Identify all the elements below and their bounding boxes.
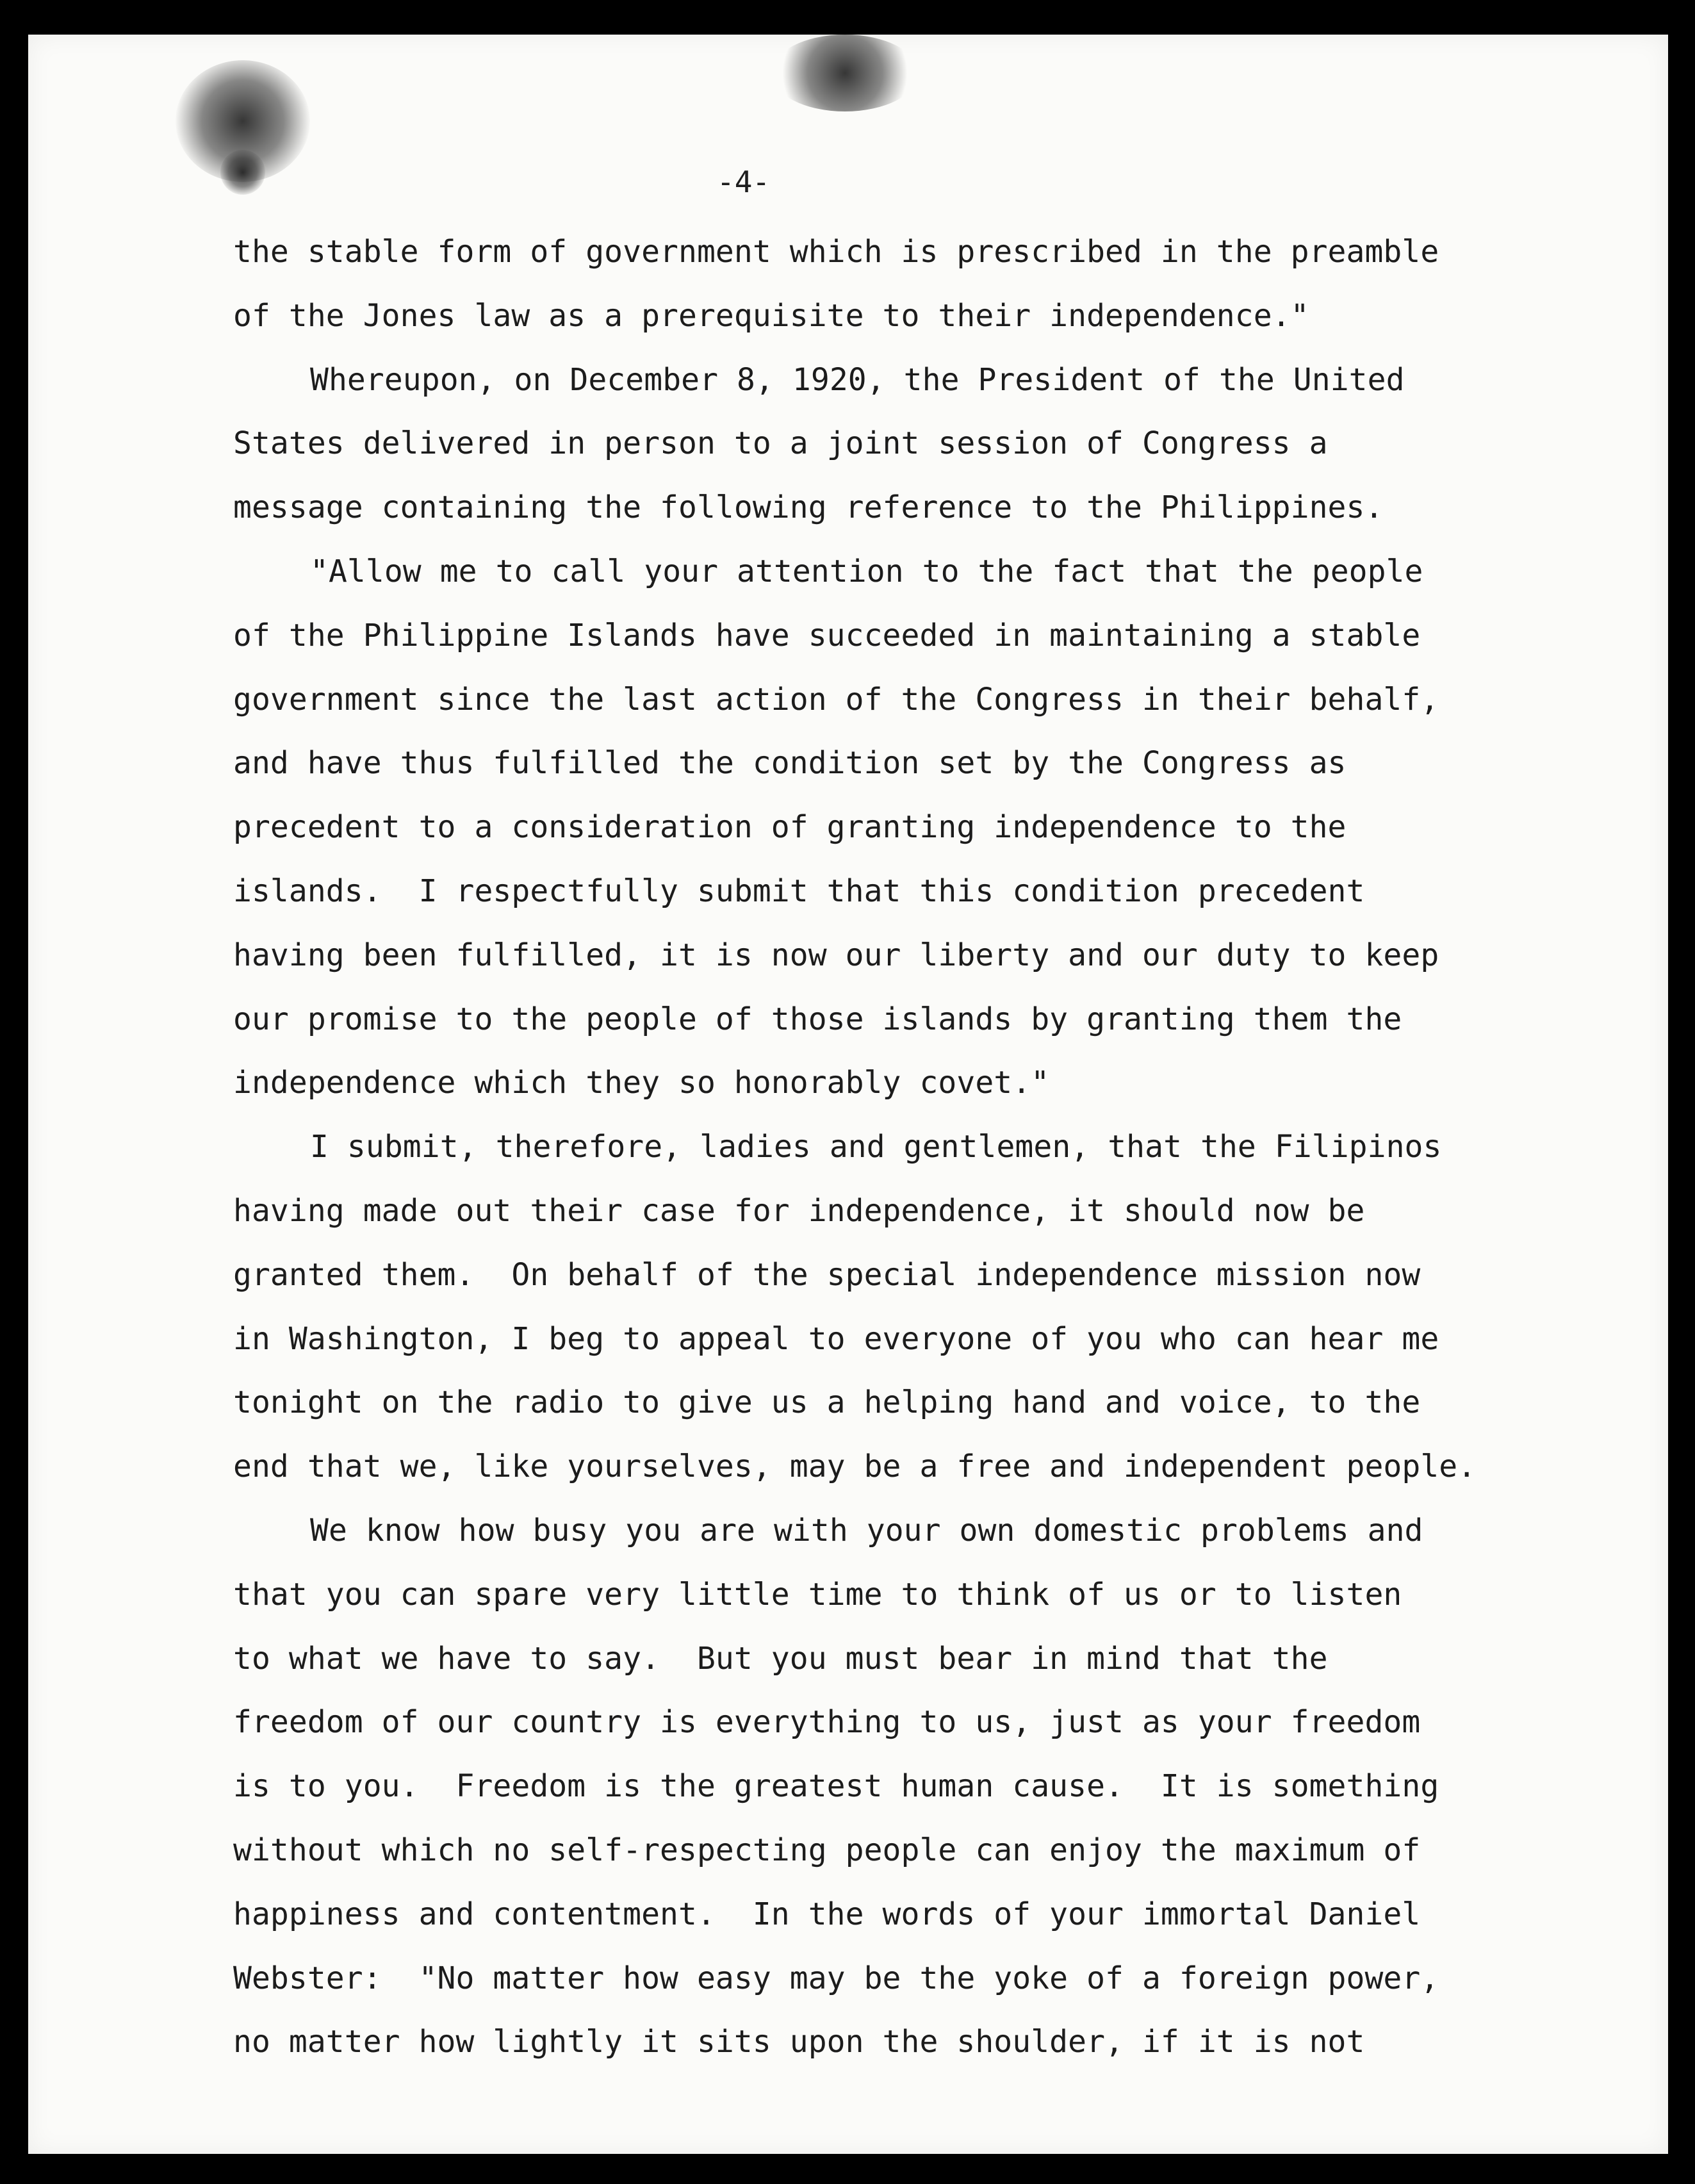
text-line: to what we have to say. But you must bear in mind that the: [233, 1640, 1328, 1677]
text-line: having made out their case for independence, it should now be: [233, 1192, 1365, 1229]
text-line: tonight on the radio to give us a helping hand and voice, to the: [233, 1384, 1421, 1421]
text-line: without which no self-respecting people can enjoy the maximum of: [233, 1832, 1421, 1868]
text-line: having been fulfilled, it is now our liberty and our duty to keep: [233, 937, 1439, 973]
text-line: our promise to the people of those islands by granting them the: [233, 1001, 1402, 1037]
text-line: and have thus fulfilled the condition set by the Congress as: [233, 745, 1347, 782]
text-line: We know how busy you are with your own domestic problems and: [310, 1512, 1423, 1548]
text-line: is to you. Freedom is the greatest human cause. It is something: [233, 1768, 1439, 1805]
text-line: granted them. On behalf of the special independence mission now: [233, 1256, 1421, 1293]
text-line: freedom of our country is everything to us, just as your freedom: [233, 1704, 1421, 1741]
text-line: in Washington, I beg to appeal to everyone of you who can hear me: [233, 1320, 1439, 1357]
page-number: -4-: [717, 165, 771, 199]
text-line: happiness and contentment. In the words of your immortal Daniel: [233, 1896, 1421, 1932]
body-text: [233, 220, 1553, 2074]
text-line: precedent to a consideration of granting independence to the: [233, 809, 1347, 846]
ink-smudge: [771, 35, 919, 111]
text-line: independence which they so honorably covet.": [233, 1065, 1050, 1101]
text-line: of the Philippine Islands have succeeded in maintaining a stable: [233, 617, 1421, 653]
document-page: [28, 35, 1668, 2154]
text-line: Webster: "No matter how easy may be the yoke of a foreign power,: [233, 1960, 1439, 1996]
text-line: "Allow me to call your attention to the fact that the people: [310, 553, 1423, 589]
text-line: no matter how lightly it sits upon the shoulder, if it is not: [233, 2024, 1365, 2060]
text-line: government since the last action of the Congress in their behalf,: [233, 681, 1439, 718]
text-line: of the Jones law as a prerequisite to their independence.": [233, 297, 1309, 334]
ink-smudge: [220, 150, 265, 195]
text-line: message containing the following reference to the Philippines.: [233, 489, 1384, 526]
text-line: islands. I respectfully submit that this condition precedent: [233, 873, 1365, 909]
text-line: that you can spare very little time to think of us or to listen: [233, 1576, 1402, 1613]
text-line: States delivered in person to a joint session of Congress a: [233, 425, 1328, 462]
text-line: the stable form of government which is prescribed in the preamble: [233, 234, 1439, 270]
text-line: I submit, therefore, ladies and gentlemen, that the Filipinos: [310, 1129, 1442, 1165]
text-line: end that we, like yourselves, may be a free and independent people.: [233, 1449, 1477, 1485]
text-line: Whereupon, on December 8, 1920, the President of the United: [310, 361, 1405, 398]
